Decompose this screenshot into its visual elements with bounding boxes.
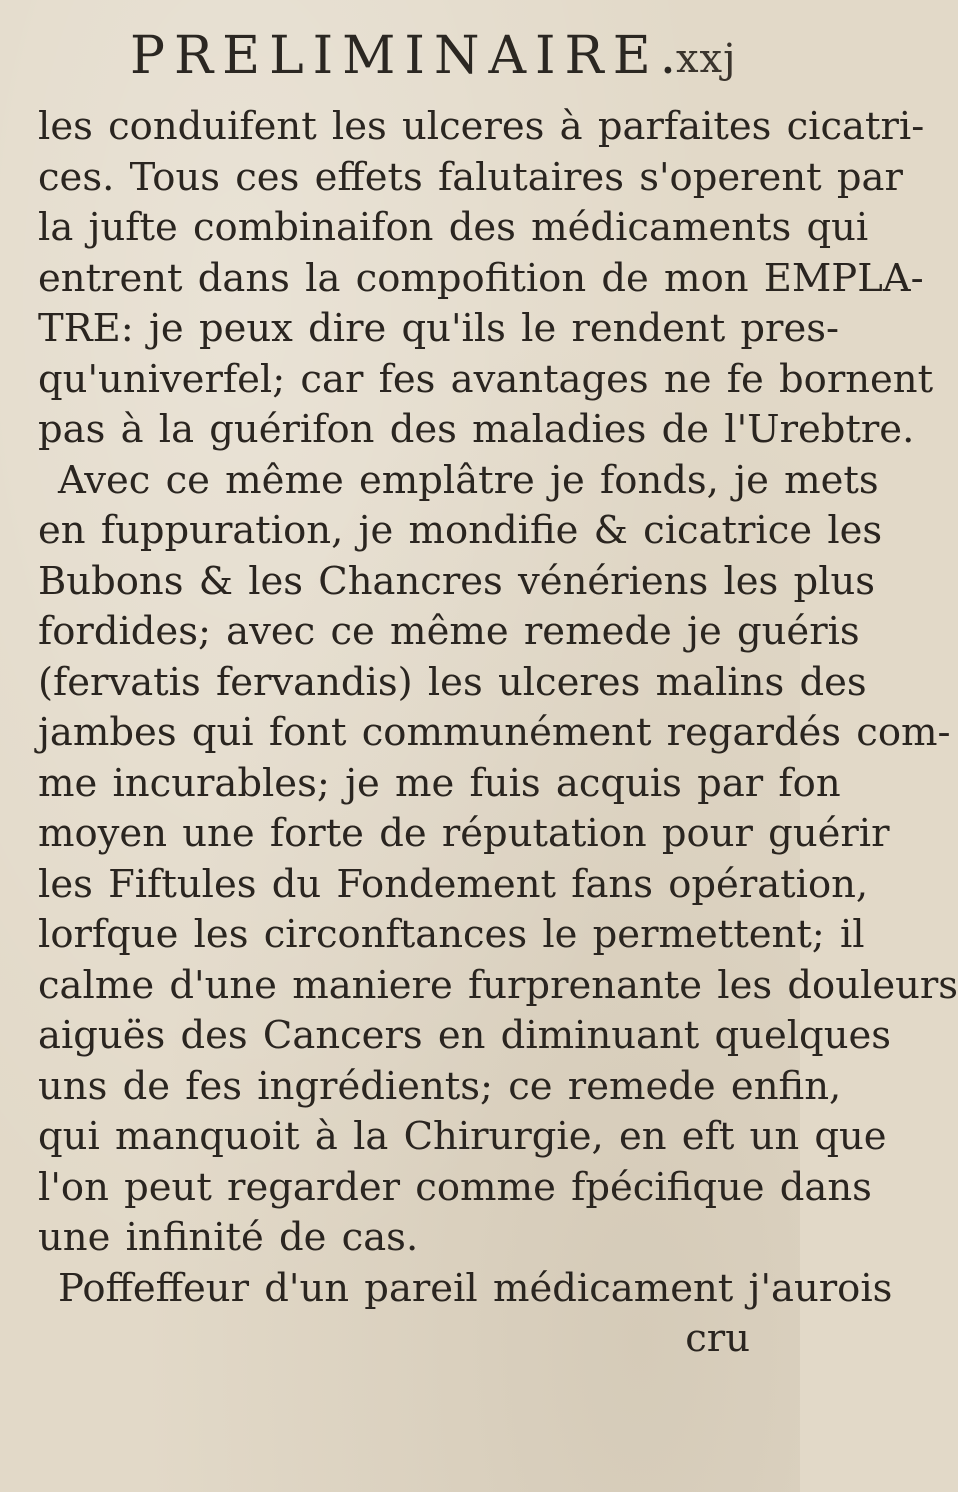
text-line: l'on peut regarder comme fpécifique dans: [38, 1164, 872, 1210]
text-line: qui manquoit à la Chirurgie, en eft un que: [38, 1114, 887, 1159]
text-line: uns de fes ingrédients; ce remede enfin,: [38, 1063, 842, 1109]
text-line: fordides; avec ce même remede je guéris: [38, 609, 860, 654]
running-title: PRELIMINAIRE.: [130, 26, 686, 86]
text-line: qu'univerfel; car fes avantages ne fe bornent: [38, 356, 934, 402]
text-line: les conduifent les ulceres à parfaites cicatri-: [38, 104, 925, 149]
text-line: les Fiftules du Fondement fans opération,: [38, 861, 869, 907]
text-line: TRE: je peux dire qu'ils le rendent pres-: [38, 306, 840, 351]
text-line: la jufte combinaifon des médicaments qui: [38, 205, 869, 250]
text-line: jambes qui font communément regardés com-: [38, 710, 951, 755]
text-line: Avec ce même emplâtre je fonds, je mets: [58, 457, 879, 503]
text-line: me incurables; je me fuis acquis par fon: [38, 760, 841, 806]
text-line: en fuppuration, je mondifie & cicatrice les: [38, 508, 883, 553]
page-header: [0, 22, 800, 102]
body-text: [38, 102, 958, 1365]
catchword: cru: [685, 1316, 750, 1361]
text-line: pas à la guérifon des maladies de l'Urebtre.: [38, 407, 915, 452]
text-line: moyen une forte de réputation pour guérir: [38, 811, 890, 856]
text-line: Bubons & les Chancres vénériens les plus: [38, 558, 876, 604]
text-line: Poffeffeur d'un pareil médicament j'aurois: [58, 1265, 893, 1311]
text-line: ces. Tous ces effets falutaires s'operent par: [38, 154, 903, 200]
page-number: xxj: [676, 36, 737, 82]
text-line: calme d'une maniere furprenante les douleurs: [38, 962, 958, 1008]
text-line: aiguës des Cancers en diminuant quelques: [38, 1013, 892, 1058]
text-line: (fervatis fervandis) les ulceres malins des: [38, 659, 867, 705]
text-line: entrent dans la compofition de mon EMPLA-: [38, 255, 924, 301]
text-line: lorfque les circonftances le permettent; il: [38, 912, 865, 957]
text-line: une infinité de cas.: [38, 1215, 419, 1260]
